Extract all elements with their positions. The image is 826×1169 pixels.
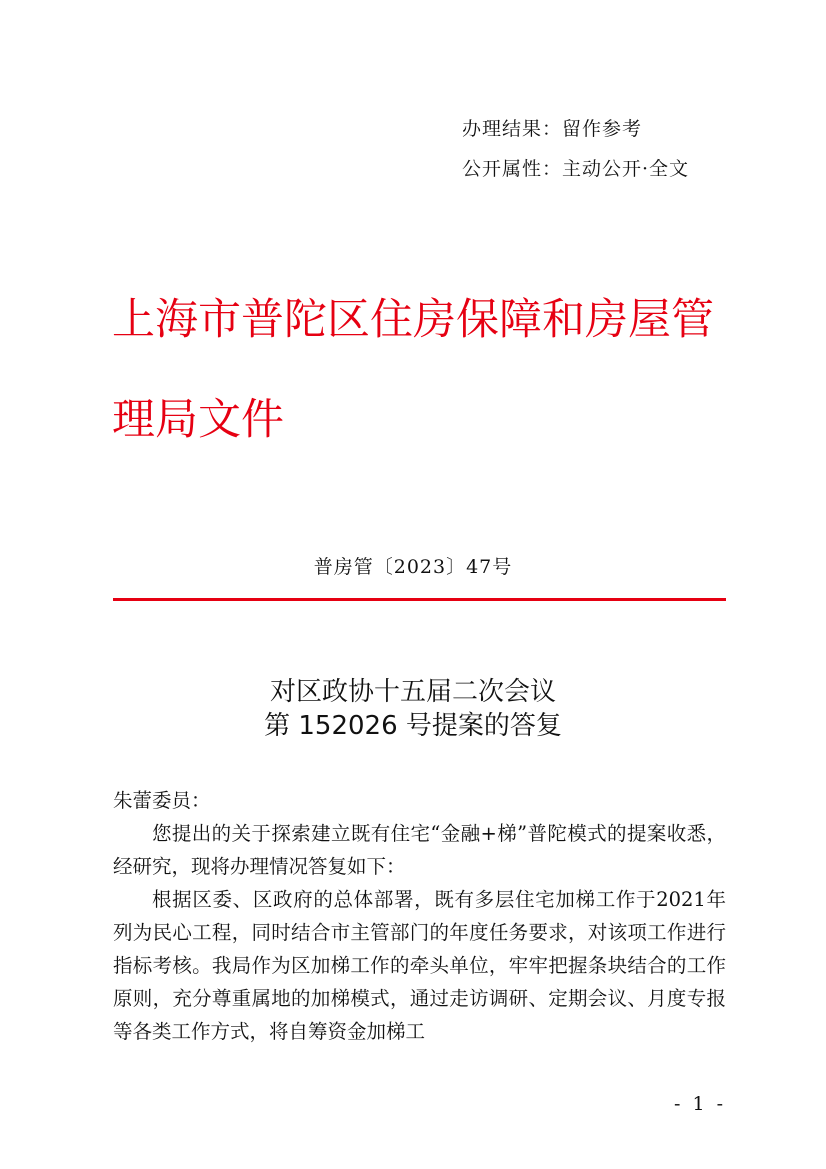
document-title [0, 675, 826, 743]
handling-result: 办理结果：留作参考 [462, 118, 643, 140]
issuing-organization-title: 上海市普陀区住房保障和房屋管理局文件 [112, 295, 714, 445]
disclosure-attribute: 公开属性：主动公开·全文 [462, 158, 690, 180]
document-title-line-2: 第 152026 号提案的答复 [264, 711, 562, 741]
body-paragraph: 您提出的关于探索建立既有住宅“金融+梯”普陀模式的提案收悉，经研究，现将办理情况答复如下： [113, 822, 726, 878]
salutation: 朱蕾委员： [113, 789, 211, 812]
page-number: - 1 - [673, 1093, 726, 1115]
document-number: 普房管〔2023〕47号 [313, 556, 513, 578]
body-paragraph: 根据区委、区政府的总体部署，既有多层住宅加梯工作于2021年列为民心工程，同时结合市主管部门的年度任务要求，对该项工作进行指标考核。我局作为区加梯工作的牵头单位，牢牢把握条块结合的工作原则，充分尊重属地的加梯模式，通过走访调研、定期会议、月度专报等各类工作方式，将自筹资金加梯工 [113, 888, 726, 1043]
document-body [113, 784, 726, 1048]
document-title-line-1: 对区政协十五届二次会议 [269, 677, 556, 707]
red-separator-line [113, 598, 726, 601]
